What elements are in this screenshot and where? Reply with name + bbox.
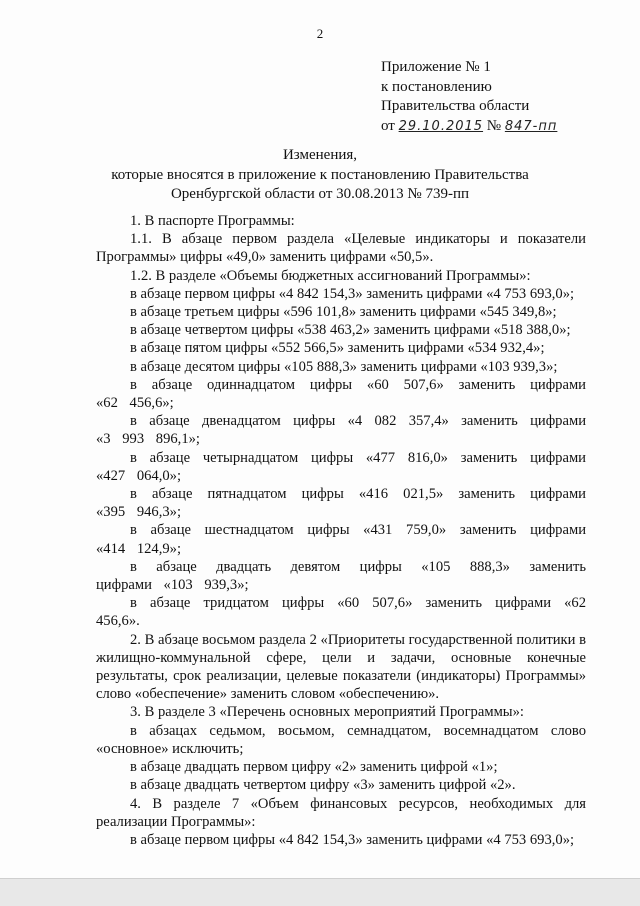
- paragraph: в абзаце четвертом цифры «538 463,2» заменить цифрами «518 388,0»;: [130, 322, 571, 339]
- paragraph: в абзаце двадцать четвертом цифру «3» заменить цифрой «2».: [130, 777, 516, 794]
- paragraph: 4. В разделе 7 «Объем финансовых ресурсов, необходимых для реализации Программы»:: [96, 795, 586, 830]
- scan-bottom-edge: [0, 878, 640, 906]
- paragraph: в абзаце двенадцатом цифры «4 082 357,4» заменить цифрами «3 993 896,1»;: [96, 413, 586, 448]
- document-body: [96, 212, 586, 849]
- appendix-line-2: к постановлению: [381, 78, 492, 95]
- title-line-3: Оренбургской области от 30.08.2013 № 739-пп: [170, 186, 470, 202]
- paragraph: 1.2. В разделе «Объемы бюджетных ассигнований Программы»:: [130, 267, 531, 284]
- paragraph: в абзаце пятнадцатом цифры «416 021,5» заменить цифрами «395 946,3»;: [96, 486, 586, 521]
- paragraph: в абзаце десятом цифры «105 888,3» заменить цифрами «103 939,3»;: [130, 358, 558, 375]
- handwritten-number: 847-пп: [504, 118, 558, 134]
- title-line-1: Изменения,: [282, 147, 358, 163]
- paragraph: в абзаце третьем цифры «596 101,8» заменить цифрами «545 349,8»;: [130, 304, 557, 321]
- paragraph: в абзаце первом цифры «4 842 154,3» заменить цифрами «4 753 693,0»;: [130, 831, 575, 848]
- paragraph: в абзаце одиннадцатом цифры «60 507,6» заменить цифрами «62 456,6»;: [96, 376, 586, 412]
- paragraph: в абзаце двадцать первом цифру «2» заменить цифрой «1»;: [130, 759, 498, 776]
- paragraph: 1. В паспорте Программы:: [130, 213, 295, 229]
- paragraph: в абзаце шестнадцатом цифры «431 759,0» заменить цифрами «414 124,9»;: [96, 522, 586, 557]
- paragraph: в абзаце двадцать девятом цифры «105 888,3» заменить цифрами «103 939,3»;: [96, 558, 586, 594]
- paragraph: 3. В разделе 3 «Перечень основных мероприятий Программы»:: [130, 704, 524, 721]
- page-number: 2: [316, 26, 324, 41]
- number-prefix: №: [486, 117, 502, 134]
- paragraph: в абзаце тридцатом цифры «60 507,6» заменить цифрами «62 456,6».: [96, 595, 586, 630]
- paragraph: в абзаце пятом цифры «552 566,5» заменить цифрами «534 932,4»;: [130, 340, 545, 357]
- paragraph: в абзаце четырнадцатом цифры «477 816,0» заменить цифрами «427 064,0»;: [96, 449, 586, 484]
- appendix-line-3: Правительства области: [381, 98, 530, 114]
- paragraph: в абзацах седьмом, восьмом, семнадцатом, восемнадцатом слово «основное» исключить;: [96, 722, 586, 757]
- handwritten-date: 29.10.2015: [398, 118, 484, 134]
- paragraph: 2. В абзаце восьмом раздела 2 «Приоритеты государственной политики в жилищно-коммунальной сфере, цели и задачи, основные конечные результаты, срок реализации, целевые показатели (индикаторы) Программы» слово «обеспечение» заменить словом «обеспечению».: [96, 631, 586, 703]
- paragraph: в абзаце первом цифры «4 842 154,3» заменить цифрами «4 753 693,0»;: [130, 285, 575, 302]
- document-title: [0, 146, 640, 205]
- appendix-line-1: Приложение № 1: [381, 59, 491, 75]
- appendix-date-line: [381, 117, 557, 137]
- title-line-2: которые вносятся в приложение к постановлению Правительства: [111, 166, 529, 183]
- appendix-header: [381, 58, 557, 136]
- paragraph: 1.1. В абзаце первом раздела «Целевые индикаторы и показатели Программы» цифры «49,0» заменить цифрами «50,5».: [96, 231, 586, 266]
- date-prefix: от: [381, 117, 395, 134]
